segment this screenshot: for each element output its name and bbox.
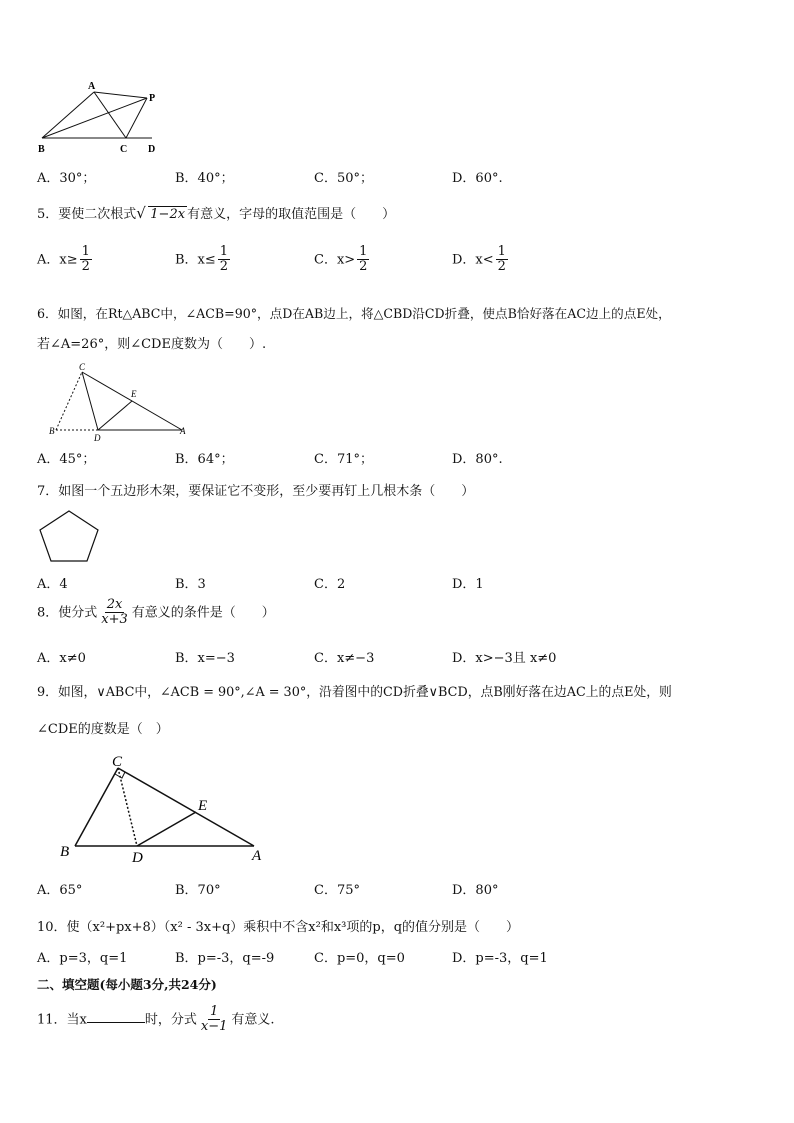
q9-label-b: B	[60, 844, 70, 860]
q10-option-a: A．p=3，q=1	[37, 951, 128, 966]
q4-label-c: C	[120, 144, 128, 155]
q11-prefix: 11．当x	[37, 1012, 87, 1028]
q5-option-d-label: D．x<	[452, 252, 494, 268]
q9-label-d: D	[132, 850, 143, 865]
q5-option-a	[37, 245, 94, 275]
q6-option-d: D．80°.	[452, 452, 503, 467]
q11-mid: 时，分式	[144, 1012, 197, 1028]
q9-label-c: C	[112, 754, 123, 770]
q8-question	[37, 598, 275, 628]
q6-label-e: E	[131, 389, 137, 399]
q5-option-b-label: B．x≤	[175, 252, 216, 268]
q6-label-c: C	[79, 362, 86, 372]
q7-question: 7．如图一个五边形木架，要保证它不变形，至少要再钉上几根木条（ ）	[37, 484, 475, 499]
q10-option-c: C．p=0，q=0	[314, 951, 405, 966]
q10-option-d: D．p=-3，q=1	[452, 951, 548, 966]
q7-option-b: B．3	[175, 577, 206, 592]
q5-option-d-fraction	[496, 245, 508, 275]
q4-label-p: P	[149, 93, 156, 104]
q4-label-b: B	[38, 144, 45, 155]
q4-option-a: A．30°；	[37, 171, 96, 186]
q8-option-d: D．x>−3且 x≠0	[452, 651, 557, 666]
q7-option-a: A．4	[37, 577, 68, 592]
q6-option-c: C．71°；	[314, 452, 373, 467]
q6-label-a: A	[180, 426, 186, 436]
q9-option-b: B．70°	[175, 883, 221, 898]
q4-option-c: C．50°；	[314, 171, 373, 186]
q5-option-c-fraction	[357, 245, 369, 275]
q11-fraction-num: 1	[210, 1004, 219, 1019]
q5-option-a-fraction	[80, 245, 92, 275]
q8-option-a: A．x≠0	[37, 651, 86, 666]
q4-option-d: D．60°.	[452, 171, 503, 186]
q5-suffix: 有意义，字母的取值范围是（ ）	[187, 207, 396, 222]
q5-radical: √ 1−2x	[148, 206, 187, 222]
q9-label-e: E	[198, 798, 208, 814]
q11-fraction	[199, 1005, 230, 1035]
q6-line2: 若∠A=26°，则∠CDE度数为（ ）.	[37, 337, 267, 352]
q5-option-a-den: 2	[81, 259, 90, 275]
q8-option-c: C．x≠−3	[314, 651, 375, 666]
q7-pentagon-figure	[36, 508, 102, 564]
q5-option-d-den: 2	[497, 259, 506, 275]
q8-fraction-den: x+3	[101, 612, 128, 628]
q9-option-c: C．75°	[314, 883, 360, 898]
q5-option-a-label: A．x≥	[37, 252, 78, 268]
q6-label-d: D	[94, 433, 101, 442]
q5-option-b-fraction	[218, 245, 230, 275]
q5-option-d-num: 1	[497, 244, 506, 259]
section2-title: 二、填空题(每小题3分,共24分)	[37, 977, 217, 992]
q5-option-a-num: 1	[81, 244, 90, 259]
q11-question	[37, 1005, 275, 1035]
q4-label-d: D	[148, 144, 156, 155]
q6-figure	[44, 360, 194, 442]
q9-label-a: A	[252, 848, 262, 864]
q11-blank[interactable]	[87, 1010, 145, 1023]
q6-option-a: A．45°；	[37, 452, 96, 467]
q8-fraction	[99, 598, 130, 628]
q6-option-b: B．64°；	[175, 452, 234, 467]
q9-line1: 9．如图，∨ABC中，∠ACB = 90°,∠A = 30°，沿着图中的CD折叠∨BCD，点B刚好落在边AC上的点E处，则	[37, 685, 672, 700]
q8-prefix: 8．使分式	[37, 605, 98, 621]
q5-question	[37, 203, 395, 222]
q5-option-c-label: C．x>	[314, 252, 356, 268]
q5-option-c	[314, 245, 371, 275]
q5-option-c-num: 1	[359, 244, 368, 259]
q5-option-c-den: 2	[359, 259, 368, 275]
q5-option-b-den: 2	[219, 259, 229, 275]
q7-option-d: D．1	[452, 577, 484, 592]
q4-figure	[34, 80, 174, 160]
q9-option-a: A．65°	[37, 883, 83, 898]
q11-fraction-den: x−1	[200, 1019, 228, 1035]
q9-figure	[56, 750, 276, 865]
q9-line2: ∠CDE的度数是（ ）	[37, 722, 169, 737]
q8-fraction-num: 2x	[106, 597, 123, 612]
q6-line1: 6．如图，在Rt△ABC中，∠ACB=90°，点D在AB边上，将△CBD沿CD折叠，使点B恰好落在AC边上的点E处，	[37, 306, 671, 321]
q8-suffix: 有意义的条件是（ ）	[131, 605, 275, 621]
q4-label-a: A	[88, 81, 96, 92]
q4-option-b: B．40°；	[175, 171, 234, 186]
q5-option-d	[452, 245, 510, 275]
q5-option-b-num: 1	[219, 244, 229, 259]
q11-suffix: 有意义.	[231, 1012, 275, 1028]
q9-option-d: D．80°	[452, 883, 499, 898]
q10-question: 10．使（x²+px+8）（x² - 3x+q）乘积中不含x²和x³项的p，q的值分别是（ ）	[37, 920, 520, 935]
q6-label-b: B	[49, 426, 55, 436]
q5-prefix: 5．要使二次根式	[37, 207, 137, 222]
q7-option-c: C．2	[314, 577, 346, 592]
q10-option-b: B．p=-3，q=-9	[175, 951, 275, 966]
q5-option-b	[175, 245, 232, 275]
q8-option-b: B．x=−3	[175, 651, 235, 666]
